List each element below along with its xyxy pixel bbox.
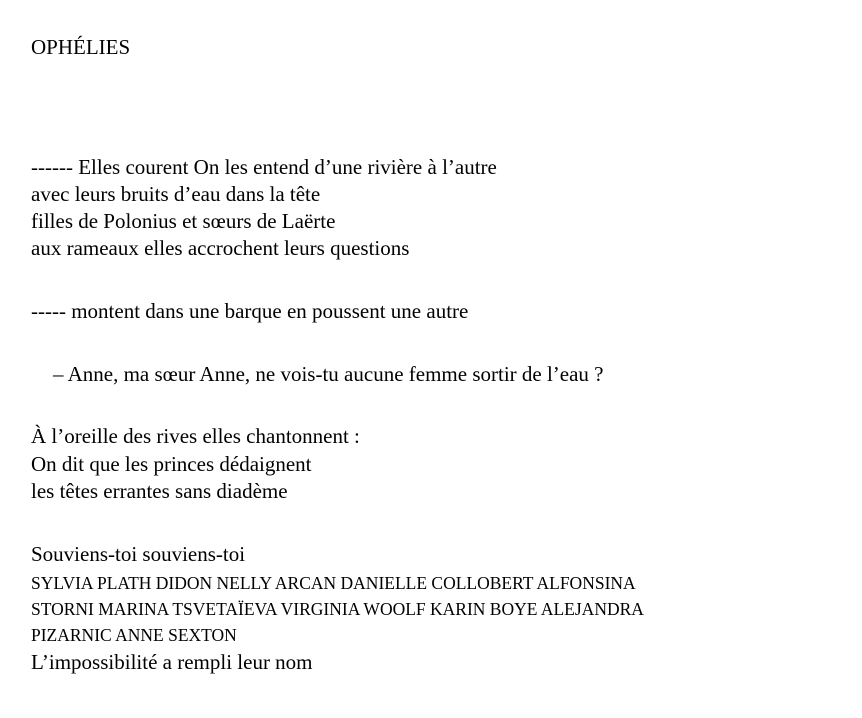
poem-names-line: SYLVIA PLATH DIDON NELLY ARCAN DANIELLE COLLOBERT ALFONSINA	[31, 573, 636, 593]
poem-line: ------ Elles courent On les entend d’une rivière à l’autre	[31, 155, 497, 179]
poem-page	[31, 0, 841, 718]
poem-line: Souviens-toi souviens-toi	[31, 542, 246, 566]
poem-line: À l’oreille des rives elles chantonnent :	[31, 424, 360, 448]
poem-line: ----- montent dans une barque en poussent une autre	[31, 299, 469, 323]
poem-line: aux rameaux elles accrochent leurs questions	[31, 236, 410, 260]
poem-names-line: STORNI MARINA TSVETAÏEVA VIRGINIA WOOLF KARIN BOYE ALEJANDRA	[31, 599, 644, 619]
poem-line: – Anne, ma sœur Anne, ne vois-tu aucune femme sortir de l’eau ?	[53, 362, 604, 386]
poem-names-line: PIZARNIC ANNE SEXTON	[31, 625, 237, 645]
poem-line: avec leurs bruits d’eau dans la tête	[31, 182, 321, 206]
poem-line: les têtes errantes sans diadème	[31, 479, 288, 503]
poem-line: On dit que les princes dédaignent	[31, 452, 312, 476]
poem-title: OPHÉLIES	[31, 35, 131, 59]
poem-line: L’impossibilité a rempli leur nom	[31, 650, 313, 674]
poem-line: filles de Polonius et sœurs de Laërte	[31, 209, 336, 233]
